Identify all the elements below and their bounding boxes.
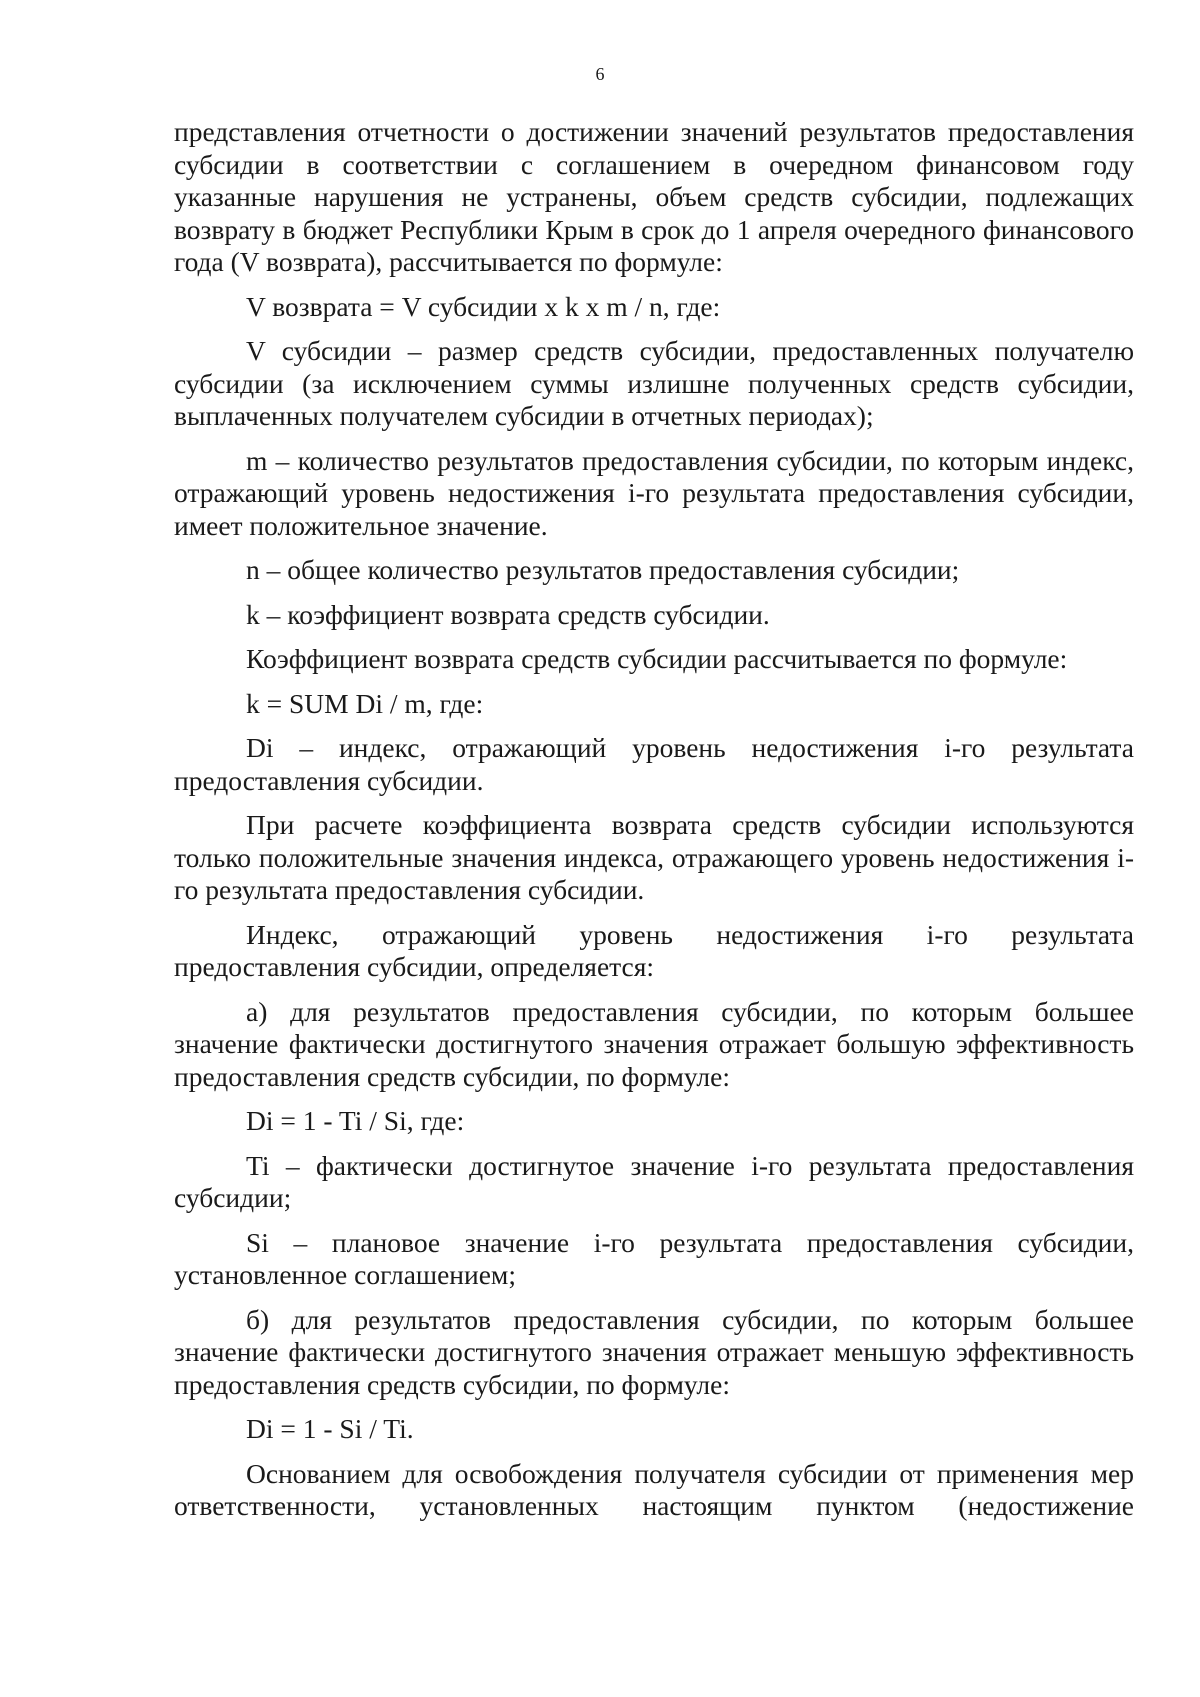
paragraph-exemption-basis: Основанием для освобождения получателя субсидии от применения мер ответственности, установленных настоящим пунктом (недостижение (174, 1457, 1134, 1521)
document-body (174, 116, 1134, 1535)
definition-m: m – количество результатов предоставления субсидии, по которым индекс, отражающий уровень недостижения i-го результата предоставления субсидии, имеет положительное значение. (174, 444, 1134, 541)
paragraph-coefficient-intro: Коэффициент возврата средств субсидии рассчитывается по формуле: (246, 643, 1068, 674)
paragraph-positive-values: При расчете коэффициента возврата средств субсидии используются только положительные значения индекса, отражающего уровень недостижения i-го результата предоставления субсидии. (174, 809, 1134, 905)
paragraph-case-a: а) для результатов предоставления субсидии, по которым большее значение фактически достигнутого значения отражает большую эффективность предоставления средств субсидии, по формуле: (174, 995, 1134, 1092)
formula-di-b: Di = 1 - Si / Ti. (246, 1413, 414, 1444)
formula-di-a: Di = 1 - Ti / Si, где: (246, 1105, 465, 1136)
paragraph-return-conditions: представления отчетности о достижении значений результатов предоставления субсидии в соответствии с соглашением в очередном финансовом году указанные нарушения не устранены, объем средств субсидии, подлежащих возврату в бюджет Республики Крым в срок до 1 апреля очередного финансового года (V возврата), рассчитывается по формуле: (174, 116, 1134, 277)
formula-coefficient: k = SUM Di / m, где: (246, 687, 484, 719)
definition-n: n – общее количество результатов предоставления субсидии; (246, 554, 960, 585)
definition-si: Si – плановое значение i-го результата предоставления субсидии, установленное соглашением; (174, 1226, 1134, 1290)
page-number: 6 (595, 64, 605, 84)
definition-v-subsidy: V субсидии – размер средств субсидии, предоставленных получателю субсидии (за исключением суммы излишне полученных средств субсидии, выплаченных получателем субсидии в отчетных периодах); (174, 335, 1134, 431)
definition-k: k – коэффициент возврата средств субсидии. (246, 598, 770, 630)
paragraph-index-defined: Индекс, отражающий уровень недостижения i-го результата предоставления субсидии, определяется: (174, 918, 1134, 982)
definition-di: Di – индекс, отражающий уровень недостижения i-го результата предоставления субсидии. (174, 732, 1134, 796)
formula-return-volume: V возврата = V субсидии x k x m / n, где: (246, 290, 721, 322)
definition-ti: Ti – фактически достигнутое значение i-го результата предоставления субсидии; (174, 1149, 1134, 1213)
paragraph-case-b: б) для результатов предоставления субсидии, по которым большее значение фактически достигнутого значения отражает меньшую эффективность предоставления средств субсидии, по формуле: (174, 1303, 1134, 1400)
